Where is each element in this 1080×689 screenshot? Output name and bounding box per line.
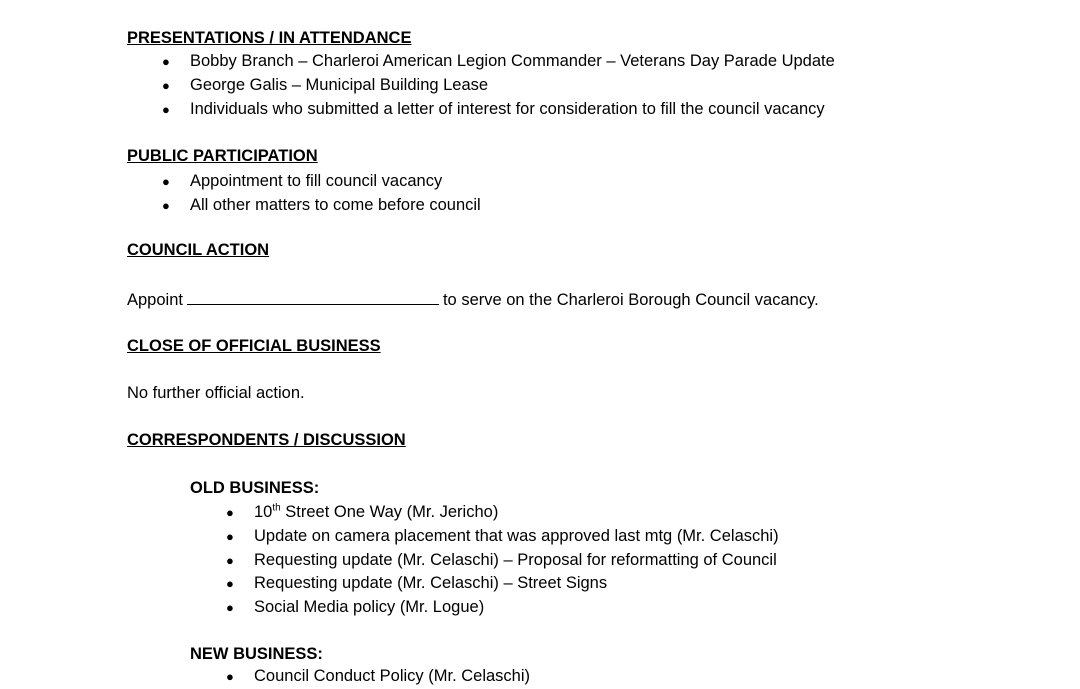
- list-item: ● Individuals who submitted a letter of interest for consideration to fill the council vacancy: [190, 98, 835, 122]
- public-participation-list: [162, 170, 481, 218]
- old-business-list: [226, 501, 779, 620]
- list-item: ● Social Media policy (Mr. Logue): [254, 596, 779, 620]
- list-item: ● Bobby Branch – Charleroi American Legion Commander – Veterans Day Parade Update: [190, 50, 835, 74]
- list-item: ● Council Conduct Policy (Mr. Celaschi): [254, 665, 530, 689]
- presentations-list: [162, 50, 835, 121]
- bullet-icon: ●: [226, 505, 234, 520]
- list-item: ● Appointment to fill council vacancy: [190, 170, 481, 194]
- list-item: ● 10th Street One Way (Mr. Jericho): [254, 501, 779, 525]
- list-item: ● George Galis – Municipal Building Lease: [190, 74, 835, 98]
- list-item: ● Requesting update (Mr. Celaschi) – Proposal for reformatting of Council: [254, 549, 779, 573]
- bullet-icon: ●: [162, 54, 170, 69]
- appoint-suffix: to serve on the Charleroi Borough Council vacancy.: [442, 291, 819, 309]
- new-business-list: [226, 665, 531, 689]
- close-business-heading: CLOSE OF OFFICIAL BUSINESS: [127, 337, 381, 355]
- bullet-icon: ●: [226, 528, 234, 544]
- council-action-heading: COUNCIL ACTION: [127, 241, 270, 259]
- bullet-icon: ●: [226, 552, 234, 568]
- close-business-text: No further official action.: [127, 384, 305, 402]
- bullet-icon: ●: [162, 101, 170, 117]
- list-item: ● All other matters to come before council: [190, 194, 481, 218]
- appoint-prefix: Appoint: [127, 291, 183, 309]
- list-item: ● Update on camera placement that was approved last mtg (Mr. Celaschi): [254, 525, 779, 549]
- bullet-icon: ●: [162, 197, 170, 213]
- correspondents-heading: CORRESPONDENTS / DISCUSSION: [127, 431, 406, 449]
- old-business-heading: OLD BUSINESS:: [190, 479, 320, 497]
- bullet-icon: ●: [226, 600, 234, 616]
- appointee-blank-field: [187, 289, 439, 305]
- presentations-heading: PRESENTATIONS / IN ATTENDANCE: [127, 29, 412, 47]
- new-business-heading: NEW BUSINESS:: [190, 645, 323, 663]
- list-item: ● Requesting update (Mr. Celaschi) – Street Signs: [254, 572, 779, 596]
- bullet-icon: ●: [162, 174, 170, 189]
- bullet-icon: ●: [226, 576, 234, 592]
- bullet-icon: ●: [162, 77, 170, 93]
- public-participation-heading: PUBLIC PARTICIPATION: [127, 147, 318, 165]
- bullet-icon: ●: [226, 669, 234, 684]
- appoint-line: [127, 289, 819, 310]
